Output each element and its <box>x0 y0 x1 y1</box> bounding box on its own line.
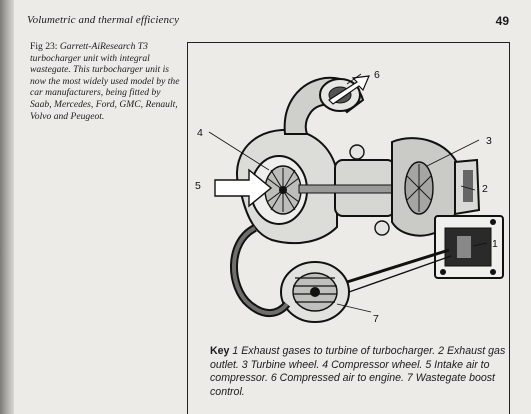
figure-caption <box>30 41 180 122</box>
caption-text: Garrett-AiResearch T3 turbocharger unit with integral wastegate. This turbocharger unit is now the most widely used model by the car manufacturers, being fitted by Saab, Mercedes, Ford, GMC, Renault, Volvo and Peugeot. <box>30 41 180 122</box>
actuator-rod <box>347 250 449 282</box>
page-number: 49 <box>495 14 509 28</box>
key-label: Key <box>210 345 230 357</box>
figure-key <box>210 345 506 399</box>
callout-7: 7 <box>373 313 379 325</box>
turbocharger-illustration <box>187 42 510 342</box>
running-title: Volumetric and thermal efficiency <box>27 14 180 26</box>
callout-6: 6 <box>374 69 380 81</box>
callout-3: 3 <box>486 135 492 147</box>
key-text: 1 Exhaust gases to turbine of turbocharger. 2 Exhaust gas outlet. 3 Turbine wheel. 4 Compressor wheel. 5 Intake air to compressor. 6 Compressed air to engine. 7 Wastegate boost control. <box>210 345 506 398</box>
callout-1: 1 <box>492 238 498 250</box>
callout-4: 4 <box>197 127 203 139</box>
book-spine-shadow <box>0 0 14 414</box>
callout-5: 5 <box>195 180 201 192</box>
callout-2: 2 <box>482 183 488 195</box>
figure-label: Fig 23: <box>30 41 58 52</box>
